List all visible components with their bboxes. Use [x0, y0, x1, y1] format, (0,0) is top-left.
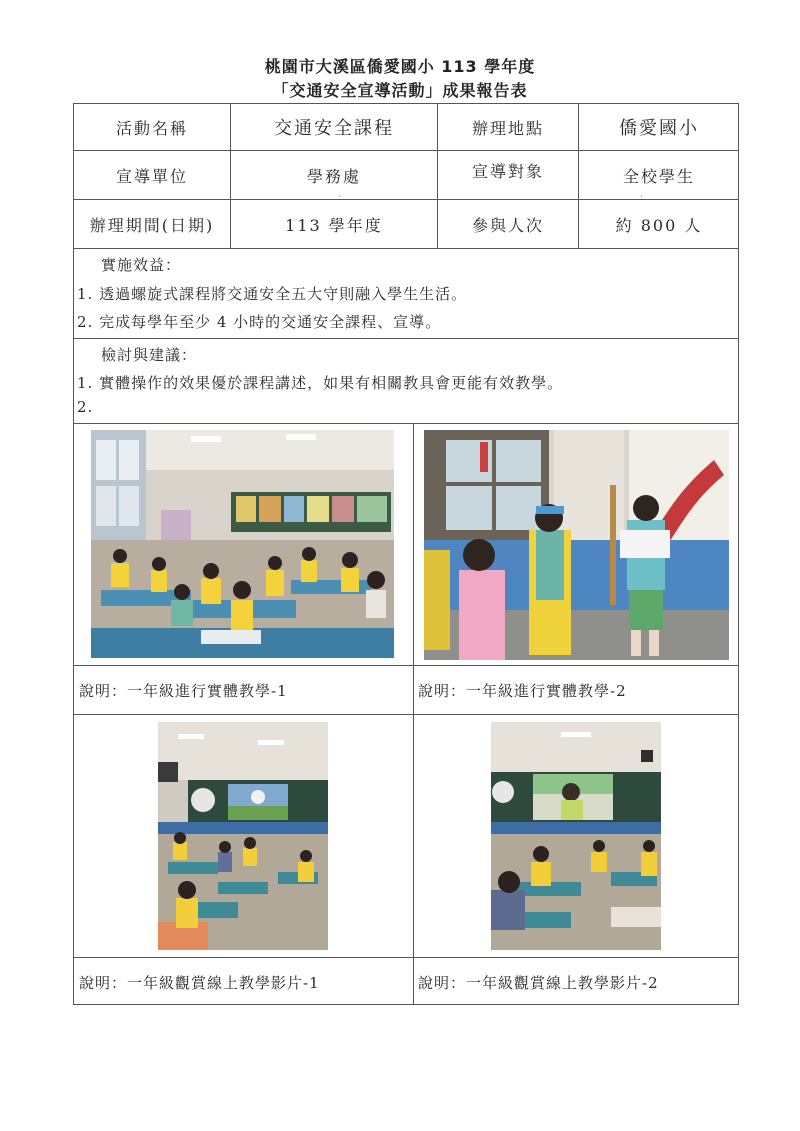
effects-item-2: 2. 完成每學年至少 4 小時的交通安全課程、宣導。 — [77, 313, 442, 331]
table-rule — [73, 665, 739, 666]
activity-name-label: 活動名稱 — [115, 118, 188, 138]
hallway-photo-2 — [424, 430, 729, 660]
photo-caption-2: 說明：一年級進行實體教學-2 — [418, 682, 627, 700]
activity-name-value: 交通安全課程 — [274, 118, 394, 139]
audience-label: 宣導對象 — [471, 161, 544, 181]
photo-caption-1: 說明：一年級進行實體教學-1 — [79, 682, 288, 700]
classroom-photo-1 — [91, 430, 394, 658]
report-title-activity: 「交通安全宣導活動」成果報告表 — [272, 81, 528, 100]
effects-heading: 實施效益： — [101, 256, 182, 274]
photo-caption-3: 說明：一年級觀賞線上教學影片-1 — [79, 974, 320, 992]
table-rule — [73, 338, 739, 339]
review-item-1: 1. 實體操作的效果優於課程講述，如果有相關教具會更能有效教學。 — [77, 374, 564, 392]
period-value: 113 學年度 — [285, 215, 383, 235]
location-value: 僑愛國小 — [619, 118, 699, 139]
unit-value: 學務處 — [306, 166, 361, 186]
scan-dot: · — [338, 192, 342, 203]
table-rule — [73, 423, 739, 424]
participants-value: 約 800 人 — [615, 215, 703, 235]
scan-dot: · — [640, 192, 644, 203]
period-label: 辦理期間(日期) — [89, 215, 215, 235]
unit-label: 宣導單位 — [115, 166, 188, 186]
table-rule — [73, 248, 739, 249]
participants-label: 參與人次 — [471, 215, 544, 235]
report-title-school: 桃園市大溪區僑愛國小 113 學年度 — [264, 57, 536, 76]
review-item-2: 2. — [77, 398, 94, 416]
video-classroom-photo-1 — [158, 722, 328, 950]
location-label: 辦理地點 — [471, 118, 544, 138]
table-rule — [73, 714, 739, 715]
review-heading: 檢討與建議： — [101, 346, 198, 364]
table-rule — [73, 957, 739, 958]
effects-item-1: 1. 透過螺旋式課程將交通安全五大守則融入學生生活。 — [77, 285, 468, 303]
video-classroom-photo-2 — [491, 722, 661, 950]
photo-caption-4: 說明：一年級觀賞線上教學影片-2 — [418, 974, 659, 992]
audience-value: 全校學生 — [622, 166, 695, 186]
table-rule — [413, 423, 414, 1005]
